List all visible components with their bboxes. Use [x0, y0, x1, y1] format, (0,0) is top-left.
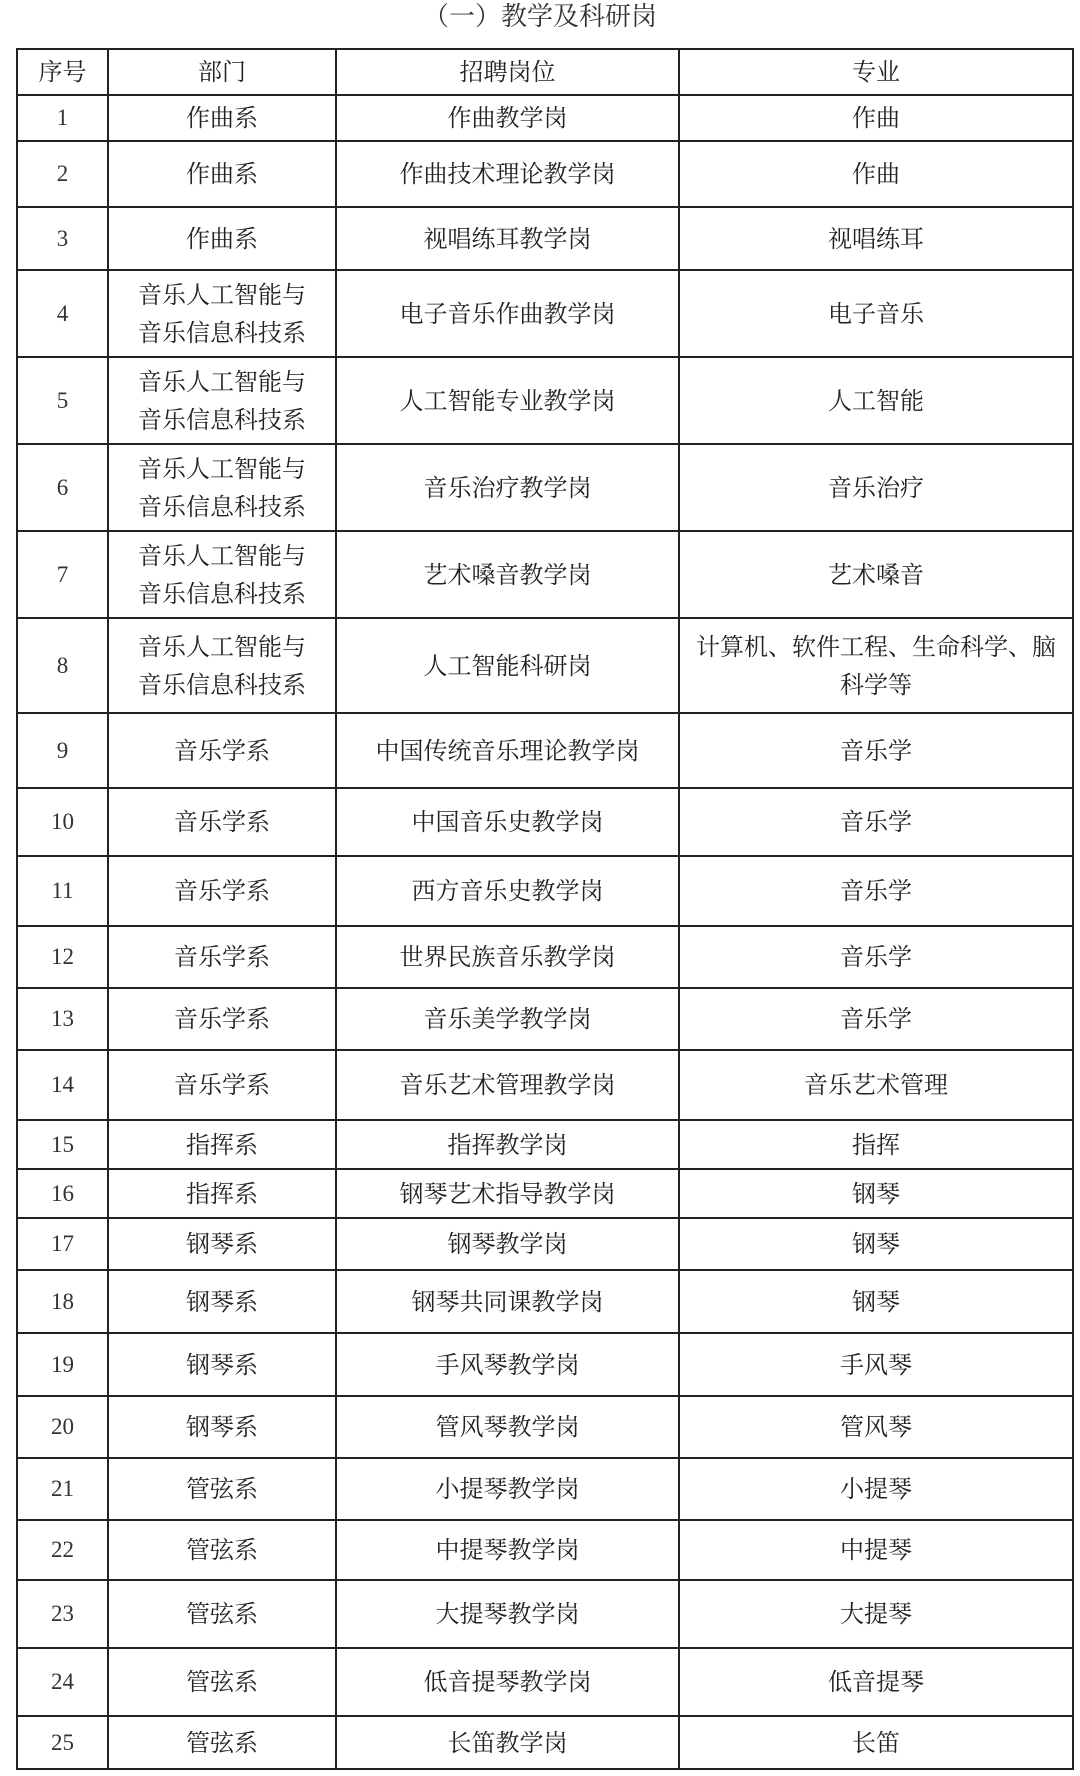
cell-major: 音乐学: [679, 988, 1073, 1050]
table-row: [17, 788, 1073, 856]
cell-department: 音乐学系: [108, 1050, 336, 1120]
cell-department: 钢琴系: [108, 1270, 336, 1333]
cell-department: 管弦系: [108, 1458, 336, 1520]
cell-index: 18: [17, 1270, 108, 1333]
table-row: [17, 1333, 1073, 1396]
cell-major: 艺术嗓音: [679, 531, 1073, 618]
cell-major: 中提琴: [679, 1520, 1073, 1580]
header-department: 部门: [108, 49, 336, 95]
cell-index: 13: [17, 988, 108, 1050]
cell-index: 9: [17, 713, 108, 788]
cell-department: 音乐人工智能与音乐信息科技系: [108, 270, 336, 357]
cell-position: 低音提琴教学岗: [336, 1648, 679, 1716]
cell-major: 指挥: [679, 1120, 1073, 1169]
cell-index: 15: [17, 1120, 108, 1169]
cell-department: 管弦系: [108, 1648, 336, 1716]
cell-department: 音乐学系: [108, 713, 336, 788]
cell-position: 管风琴教学岗: [336, 1396, 679, 1458]
cell-major: 长笛: [679, 1716, 1073, 1769]
cell-major: 手风琴: [679, 1333, 1073, 1396]
cell-major: 音乐学: [679, 788, 1073, 856]
cell-position: 西方音乐史教学岗: [336, 856, 679, 926]
cell-major: 钢琴: [679, 1169, 1073, 1218]
table-row: [17, 1050, 1073, 1120]
cell-major: 作曲: [679, 141, 1073, 207]
cell-department: 管弦系: [108, 1580, 336, 1648]
cell-major: 大提琴: [679, 1580, 1073, 1648]
cell-department: 作曲系: [108, 207, 336, 270]
table-header-row: [17, 49, 1073, 95]
table-row: [17, 1520, 1073, 1580]
cell-index: 6: [17, 444, 108, 531]
cell-index: 25: [17, 1716, 108, 1769]
cell-position: 作曲技术理论教学岗: [336, 141, 679, 207]
cell-major: 人工智能: [679, 357, 1073, 444]
cell-index: 4: [17, 270, 108, 357]
cell-position: 视唱练耳教学岗: [336, 207, 679, 270]
cell-department: 管弦系: [108, 1716, 336, 1769]
cell-position: 作曲教学岗: [336, 95, 679, 141]
cell-position: 人工智能专业教学岗: [336, 357, 679, 444]
cell-department: 音乐学系: [108, 988, 336, 1050]
cell-position: 钢琴艺术指导教学岗: [336, 1169, 679, 1218]
cell-index: 2: [17, 141, 108, 207]
header-position: 招聘岗位: [336, 49, 679, 95]
cell-major: 计算机、软件工程、生命科学、脑科学等: [679, 618, 1073, 713]
cell-position: 钢琴共同课教学岗: [336, 1270, 679, 1333]
header-major: 专业: [679, 49, 1073, 95]
table-row: [17, 444, 1073, 531]
table-row: [17, 1648, 1073, 1716]
cell-position: 指挥教学岗: [336, 1120, 679, 1169]
section-title: （一）教学及科研岗: [422, 2, 657, 32]
cell-position: 大提琴教学岗: [336, 1580, 679, 1648]
cell-major: 钢琴: [679, 1270, 1073, 1333]
table-row: [17, 618, 1073, 713]
cell-index: 23: [17, 1580, 108, 1648]
cell-position: 人工智能科研岗: [336, 618, 679, 713]
table-row: [17, 926, 1073, 988]
cell-position: 世界民族音乐教学岗: [336, 926, 679, 988]
cell-major: 小提琴: [679, 1458, 1073, 1520]
cell-department: 指挥系: [108, 1169, 336, 1218]
cell-major: 音乐学: [679, 856, 1073, 926]
cell-major: 音乐学: [679, 713, 1073, 788]
cell-index: 1: [17, 95, 108, 141]
cell-department: 指挥系: [108, 1120, 336, 1169]
cell-position: 小提琴教学岗: [336, 1458, 679, 1520]
cell-position: 中提琴教学岗: [336, 1520, 679, 1580]
cell-major: 电子音乐: [679, 270, 1073, 357]
cell-index: 8: [17, 618, 108, 713]
cell-major: 音乐治疗: [679, 444, 1073, 531]
cell-position: 音乐治疗教学岗: [336, 444, 679, 531]
cell-department: 管弦系: [108, 1520, 336, 1580]
table-row: [17, 988, 1073, 1050]
table-row: [17, 95, 1073, 141]
cell-department: 作曲系: [108, 95, 336, 141]
table-row: [17, 1716, 1073, 1769]
cell-index: 5: [17, 357, 108, 444]
cell-major: 低音提琴: [679, 1648, 1073, 1716]
table-row: [17, 270, 1073, 357]
cell-major: 音乐学: [679, 926, 1073, 988]
cell-position: 艺术嗓音教学岗: [336, 531, 679, 618]
cell-position: 音乐艺术管理教学岗: [336, 1050, 679, 1120]
cell-position: 钢琴教学岗: [336, 1218, 679, 1270]
cell-index: 20: [17, 1396, 108, 1458]
table-row: [17, 1270, 1073, 1333]
table-row: [17, 856, 1073, 926]
cell-index: 19: [17, 1333, 108, 1396]
cell-position: 长笛教学岗: [336, 1716, 679, 1769]
cell-department: 音乐人工智能与音乐信息科技系: [108, 531, 336, 618]
table-row: [17, 141, 1073, 207]
cell-index: 14: [17, 1050, 108, 1120]
cell-department: 钢琴系: [108, 1333, 336, 1396]
header-index: 序号: [17, 49, 108, 95]
cell-position: 手风琴教学岗: [336, 1333, 679, 1396]
table-row: [17, 531, 1073, 618]
cell-department: 音乐学系: [108, 856, 336, 926]
cell-department: 钢琴系: [108, 1396, 336, 1458]
table-row: [17, 1218, 1073, 1270]
cell-index: 22: [17, 1520, 108, 1580]
table-row: [17, 1458, 1073, 1520]
cell-index: 24: [17, 1648, 108, 1716]
cell-index: 16: [17, 1169, 108, 1218]
cell-position: 中国传统音乐理论教学岗: [336, 713, 679, 788]
table-row: [17, 1396, 1073, 1458]
table-row: [17, 207, 1073, 270]
cell-position: 音乐美学教学岗: [336, 988, 679, 1050]
cell-index: 12: [17, 926, 108, 988]
table-row: [17, 357, 1073, 444]
cell-major: 钢琴: [679, 1218, 1073, 1270]
cell-department: 作曲系: [108, 141, 336, 207]
cell-index: 10: [17, 788, 108, 856]
cell-major: 音乐艺术管理: [679, 1050, 1073, 1120]
cell-department: 音乐人工智能与音乐信息科技系: [108, 357, 336, 444]
cell-index: 3: [17, 207, 108, 270]
cell-department: 音乐学系: [108, 926, 336, 988]
cell-index: 17: [17, 1218, 108, 1270]
positions-table: [16, 48, 1074, 1770]
cell-index: 11: [17, 856, 108, 926]
cell-index: 21: [17, 1458, 108, 1520]
cell-major: 作曲: [679, 95, 1073, 141]
cell-department: 音乐人工智能与音乐信息科技系: [108, 618, 336, 713]
cell-major: 视唱练耳: [679, 207, 1073, 270]
table-row: [17, 713, 1073, 788]
table-row: [17, 1580, 1073, 1648]
table-row: [17, 1169, 1073, 1218]
cell-major: 管风琴: [679, 1396, 1073, 1458]
cell-department: 音乐人工智能与音乐信息科技系: [108, 444, 336, 531]
cell-position: 中国音乐史教学岗: [336, 788, 679, 856]
cell-position: 电子音乐作曲教学岗: [336, 270, 679, 357]
cell-department: 音乐学系: [108, 788, 336, 856]
cell-index: 7: [17, 531, 108, 618]
table-row: [17, 1120, 1073, 1169]
cell-department: 钢琴系: [108, 1218, 336, 1270]
